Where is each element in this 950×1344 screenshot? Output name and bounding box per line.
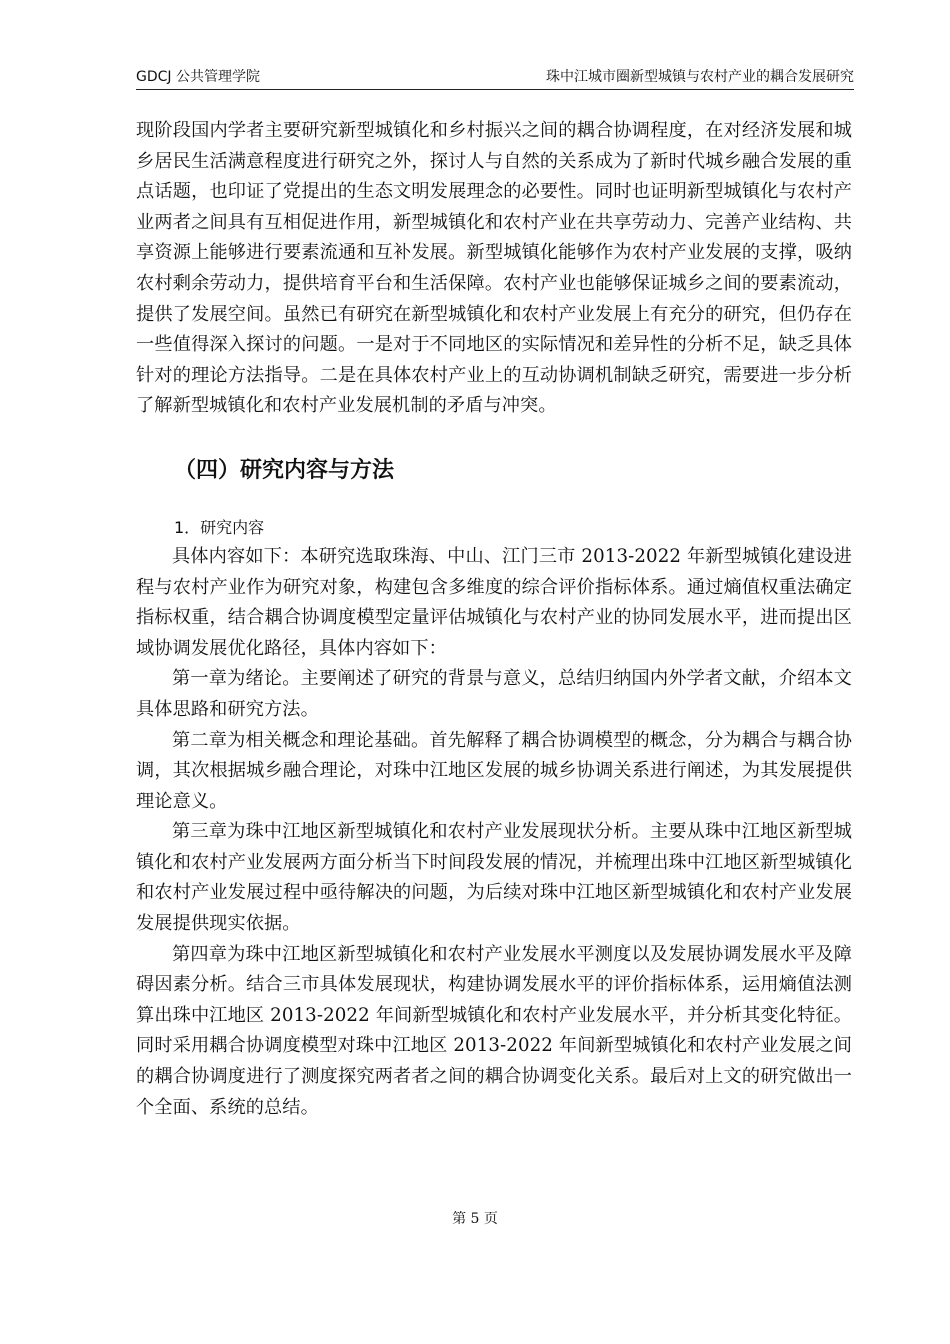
subsection-heading: 1．研究内容: [174, 517, 265, 537]
page-header: [136, 67, 854, 90]
paragraph-chapter-3: 第三章为珠中江地区新型城镇化和农村产业发展现状分析。主要从珠中江地区新型城镇化和农村产业发展两方面分析当下时间段发展的情况，并梳理出珠中江地区新型城镇化和农村产业发展过程中亟待解决的问题，为后续对珠中江地区新型城镇化和农村产业发展发展提供现实依据。: [136, 821, 852, 935]
paragraph-chapter-2: 第二章为相关概念和理论基础。首先解释了耦合协调模型的概念，分为耦合与耦合协调，其次根据城乡融合理论，对珠中江地区发展的城乡协调关系进行阐述，为其发展提供理论意义。: [136, 729, 852, 812]
header-thesis-title: 珠中江城市圈新型城镇与农村产业的耦合发展研究: [546, 69, 854, 85]
header-school: GDCJ 公共管理学院: [136, 69, 260, 85]
paragraph-literature-summary: 现阶段国内学者主要研究新型城镇化和乡村振兴之间的耦合协调程度，在对经济发展和城乡居民生活满意程度进行研究之外，探讨人与自然的关系成为了新时代城乡融合发展的重点话题，也印证了党提出的生态文明发展理念的必要性。同时也证明新型城镇化与农村产业两者之间具有互相促进作用，新型城镇化和农村产业在共享劳动力、完善产业结构、共享资源上能够进行要素流通和互补发展。新型城镇化能够作为农村产业发展的支撑，吸纳农村剩余劳动力，提供培育平台和生活保障。农村产业也能够保证城乡之间的要素流动，提供了发展空间。虽然已有研究在新型城镇化和农村产业发展上有充分的研究，但仍存在一些值得深入探讨的问题。一是对于不同地区的实际情况和差异性的分析不足，缺乏具体针对的理论方法指导。二是在具体农村产业上的互动协调机制缺乏研究，需要进一步分析了解新型城镇化和农村产业发展机制的矛盾与冲突。: [136, 120, 852, 417]
paragraph-chapter-1: 第一章为绪论。主要阐述了研究的背景与意义，总结归纳国内外学者文献，介绍本文具体思路和研究方法。: [136, 668, 852, 720]
paragraph-research-overview: 具体内容如下：本研究选取珠海、中山、江门三市 2013-2022 年新型城镇化建设进程与农村产业作为研究对象，构建包含多维度的综合评价指标体系。通过熵值权重法确定指标权重，结合耦合协调度模型定量评估城镇化与农村产业的协同发展水平，进而提出区域协调发展优化路径，具体内容如下：: [136, 545, 852, 659]
page-number: 第 5 页: [452, 1211, 498, 1227]
section-heading: （四）研究内容与方法: [174, 457, 395, 483]
paragraph-chapter-4: 第四章为珠中江地区新型城镇化和农村产业发展水平测度以及发展协调发展水平及障碍因素分析。结合三市具体发展现状，构建协调发展水平的评价指标体系，运用熵值法测算出珠中江地区 2013-2022 年间新型城镇化和农村产业发展水平，并分析其变化特征。同时采用耦合协调度模型对珠中江地区 2013-2022 年间新型城镇化和农村产业发展之间的耦合协调度进行了测度探究两者者之间的耦合协调变化关系。最后对上文的研究做出一个全面、系统的总结。: [136, 943, 852, 1118]
page-body: [136, 116, 852, 1123]
